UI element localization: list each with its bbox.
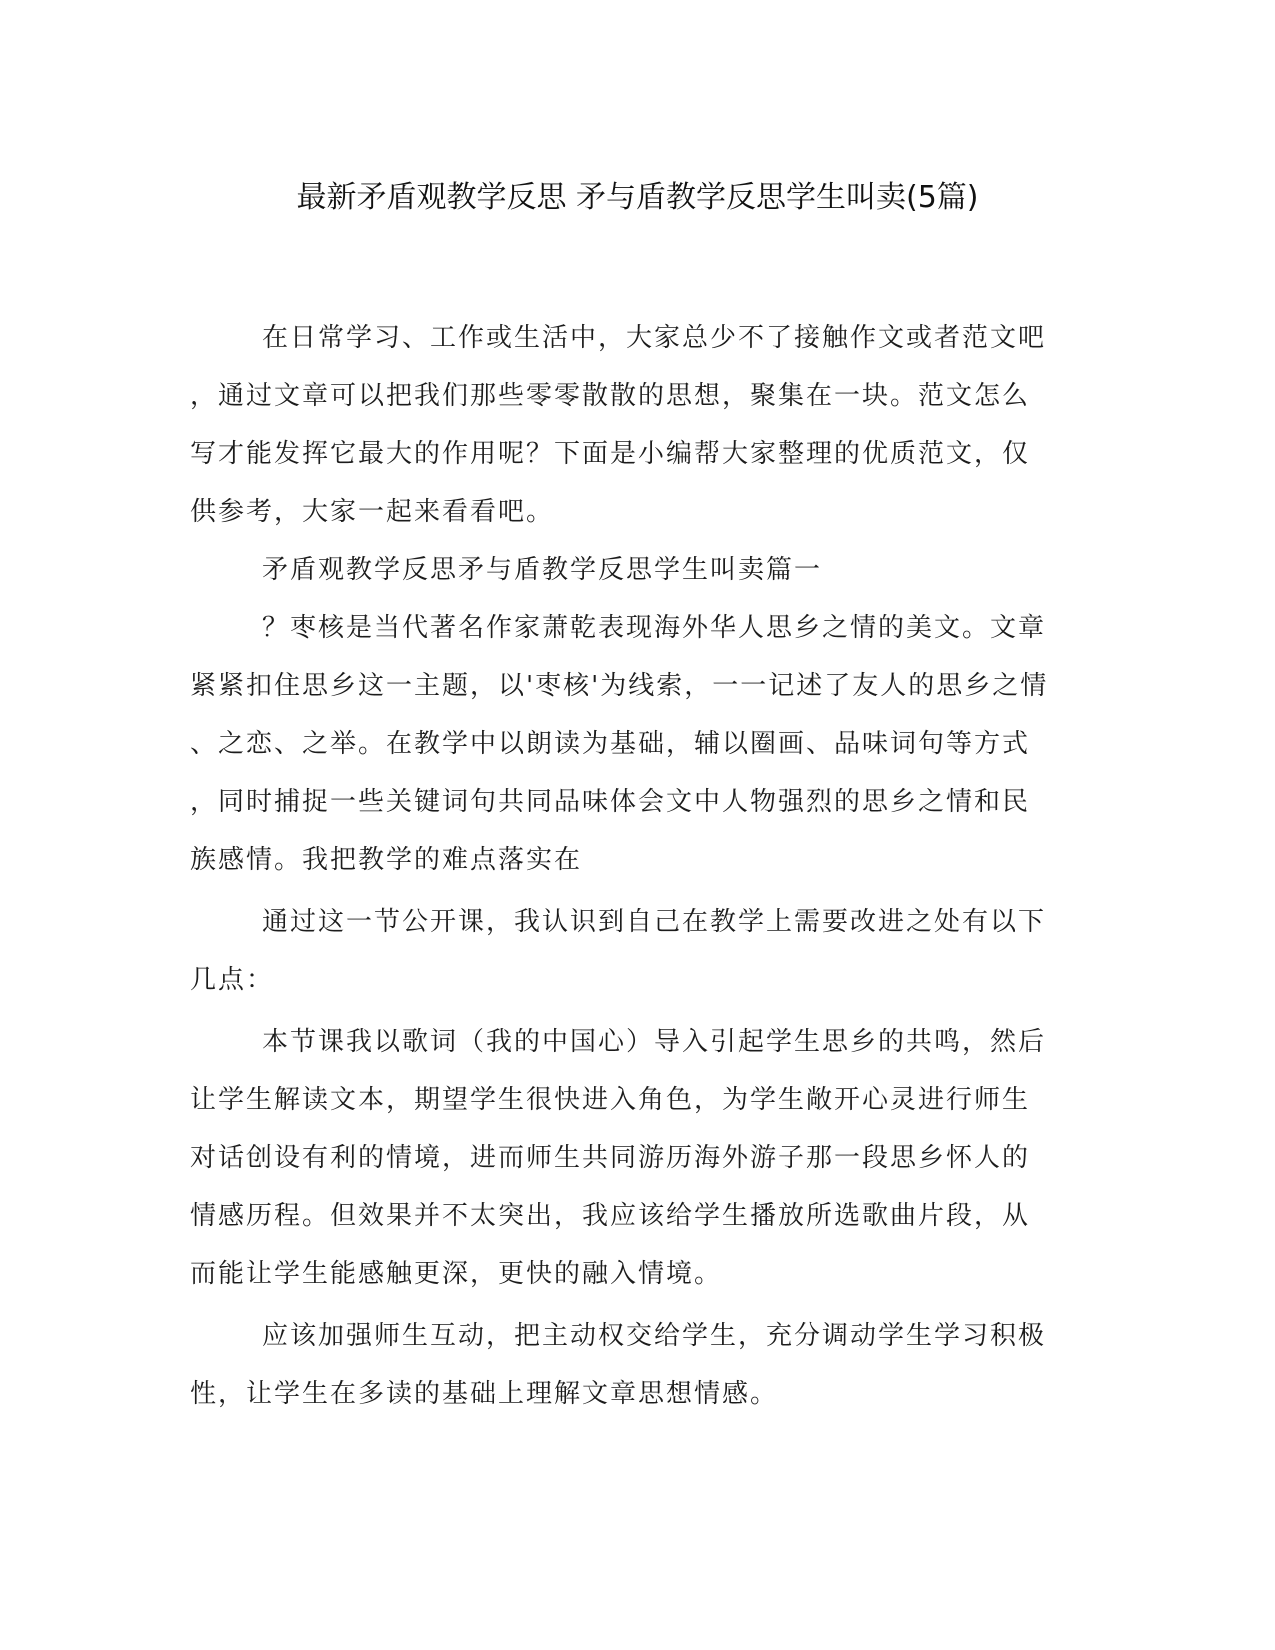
paragraph-line: 通过这一节公开课，我认识到自己在教学上需要改进之处有以下	[262, 907, 1047, 937]
paragraph-line: 性，让学生在多读的基础上理解文章思想情感。	[190, 1379, 779, 1409]
paragraph-line: 在日常学习、工作或生活中，大家总少不了接触作文或者范文吧	[262, 323, 1047, 353]
paragraph-line: 几点：	[190, 965, 275, 995]
paragraph-line: 情感历程。但效果并不太突出，我应该给学生播放所选歌曲片段，从	[190, 1201, 1031, 1231]
paragraph-line: 紧紧扣住思乡这一主题，以'枣核'为线索，一一记述了友人的思乡之情	[190, 671, 1049, 701]
paragraph-line: ，通过文章可以把我们那些零零散散的思想，聚集在一块。范文怎么	[190, 381, 1031, 411]
paragraph-line: 族感情。我把教学的难点落实在	[190, 845, 583, 875]
paragraph-line: 本节课我以歌词（我的中国心）导入引起学生思乡的共鸣，然后	[262, 1027, 1047, 1057]
paragraph-line: 而能让学生能感触更深，更快的融入情境。	[190, 1259, 723, 1289]
paragraph-line: 对话创设有利的情境，进而师生共同游历海外游子那一段思乡怀人的	[190, 1143, 1031, 1173]
section-heading: 矛盾观教学反思矛与盾教学反思学生叫卖篇一	[262, 555, 823, 585]
paragraph-line: ，同时捕捉一些关键词句共同品味体会文中人物强烈的思乡之情和民	[190, 787, 1031, 817]
paragraph-line: 让学生解读文本，期望学生很快进入角色，为学生敞开心灵进行师生	[190, 1085, 1031, 1115]
paragraph-line: 写才能发挥它最大的作用呢？下面是小编帮大家整理的优质范文，仅	[190, 439, 1031, 469]
paragraph-line: 应该加强师生互动，把主动权交给学生，充分调动学生学习积极	[262, 1321, 1047, 1351]
paragraph-line: 、之恋、之举。在教学中以朗读为基础，辅以圈画、品味词句等方式	[190, 729, 1031, 759]
paragraph-line: ？枣核是当代著名作家萧乾表现海外华人思乡之情的美文。文章	[262, 613, 1047, 643]
paragraph-line: 供参考，大家一起来看看吧。	[190, 497, 555, 527]
page-title: 最新矛盾观教学反思 矛与盾教学反思学生叫卖(5篇)	[296, 180, 979, 215]
